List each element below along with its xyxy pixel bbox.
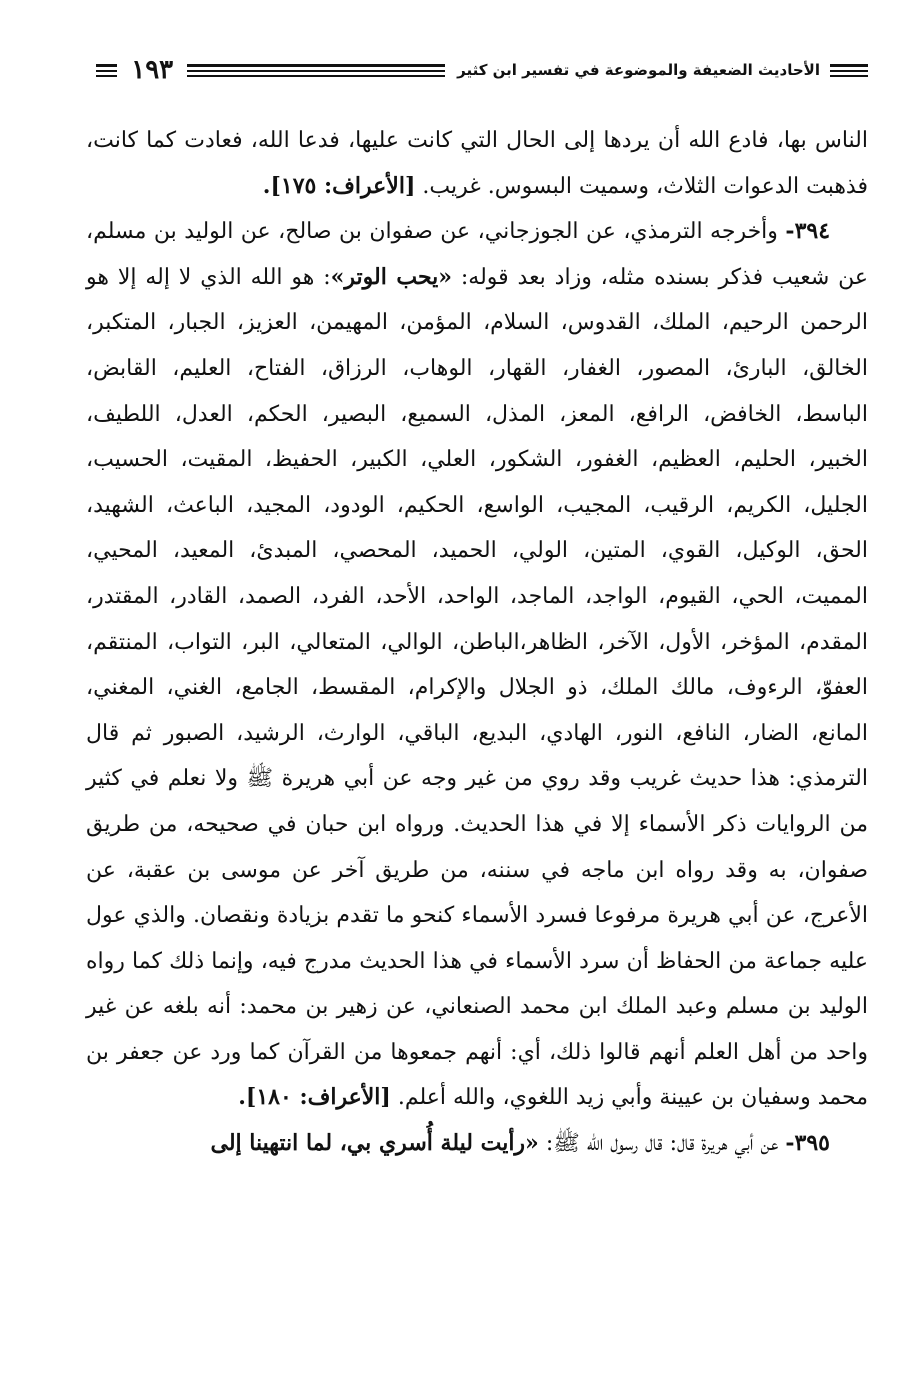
hadith-395 [86,1121,868,1167]
page-number: ١٩٣ [131,55,174,85]
paragraph-text: عن أبي هريرة قال: قال رسول الله ﷺ: [545,1131,779,1157]
quran-reference: [الأعراف: ١٧٥]. [262,172,416,199]
header-rule-left [96,64,117,77]
quran-reference: [الأعراف: ١٨٠]. [238,1084,391,1111]
running-title: الأحاديث الضعيفة والموضوعة في تفسير ابن كثير [457,61,820,79]
hadith-394 [86,209,868,1121]
paragraph-text: وأخرجه الترمذي، عن الجوزجاني، عن صفوان بن صالح، عن الوليد بن مسلم، عن شعيب فذكر بسنده مثله، وزاد بعد قوله: [86,219,868,290]
header-rule-middle [187,64,445,77]
body-text [86,118,868,1167]
paragraph-continuation [86,118,868,209]
hadith-quote: «يحب الوتر» [330,263,453,290]
hadith-number: ٣٩٥- [785,1130,830,1157]
header-rule-right [830,64,868,77]
paragraph-text: : هو الله الذي لا إله إلا هو الرحمن الرحيم، الملك، القدوس، السلام، المؤمن، المهيمن، العزيز، الجبار، المتكبر، الخالق، البارئ، المصور، الغفار، القهار، الوهاب، الرزاق، الفتاح، العليم، القابض، الباسط، الخافض، الرافع، المعز، المذل، السميع، البصير، الحكم، العدل، اللطيف، الخبير، الحليم، العظيم، الغفور، الشكور، العلي، الكبير، الحفيظ، المقيت، الحسيب، الجليل، الكريم، الرقيب، المجيب، الواسع، الحكيم، الودود، المجيد، الباعث، الشهيد، الحق، الوكيل، القوي، المتين، الولي، الحميد، المحصي، المبدئ، المعيد، المحيي، المميت، الحي، القيوم، الواجد، الماجد، الواحد، الأحد، الفرد، الصمد، القادر، المقتدر، المقدم، المؤخر، الأول، الآخر، الظاهر،الباطن، الوالي، المتعالي، البر، التواب، المنتقم، العفوّ، الرءوف، مالك الملك، ذو الجلال والإكرام، المقسط، الجامع، الغني، المغني، المانع، الضار، النافع، النور، الهادي، البديع، الباقي، الوارث، الرشيد، الصبور ثم قال الترمذي: هذا حديث غريب وقد روي من غير وجه عن أبي هريرة ﷺ ولا نعلم في كثير من الروايات ذكر الأسماء إلا في هذا الحديث. ورواه ابن حبان في صحيحه، من طريق صفوان، به وقد رواه ابن ماجه في سننه، من طريق آخر عن موسى بن عقبة، عن الأعرج، عن أبي هريرة مرفوعا فسرد الأسماء كنحو ما تقدم بزيادة ونقصان. والذي عول عليه جماعة من الحفاظ أن سرد الأسماء في هذا الحديث مدرج فيه، وإنما ذلك كما رواه الوليد بن مسلم وعبد الملك ابن محمد الصنعاني، عن زهير بن محمد: أنه بلغه عن غير واحد من أهل العلم أنهم قالوا ذلك، أي: أنهم جمعوها من القرآن كما ورد عن جعفر بن محمد وسفيان بن عيينة وأبي زيد اللغوي، والله أعلم. [86,264,868,1111]
paragraph-text: الناس بها، فادع الله أن يردها إلى الحال التي كانت عليها، فدعا الله، فعادت كما كانت، فذهبت الدعوات الثلاث، وسميت البسوس. غريب. [86,128,868,199]
hadith-quote: «رأيت ليلة أُسري بي، لما انتهينا إلى [210,1130,539,1157]
page-header [96,46,868,94]
hadith-number: ٣٩٤- [785,218,831,245]
